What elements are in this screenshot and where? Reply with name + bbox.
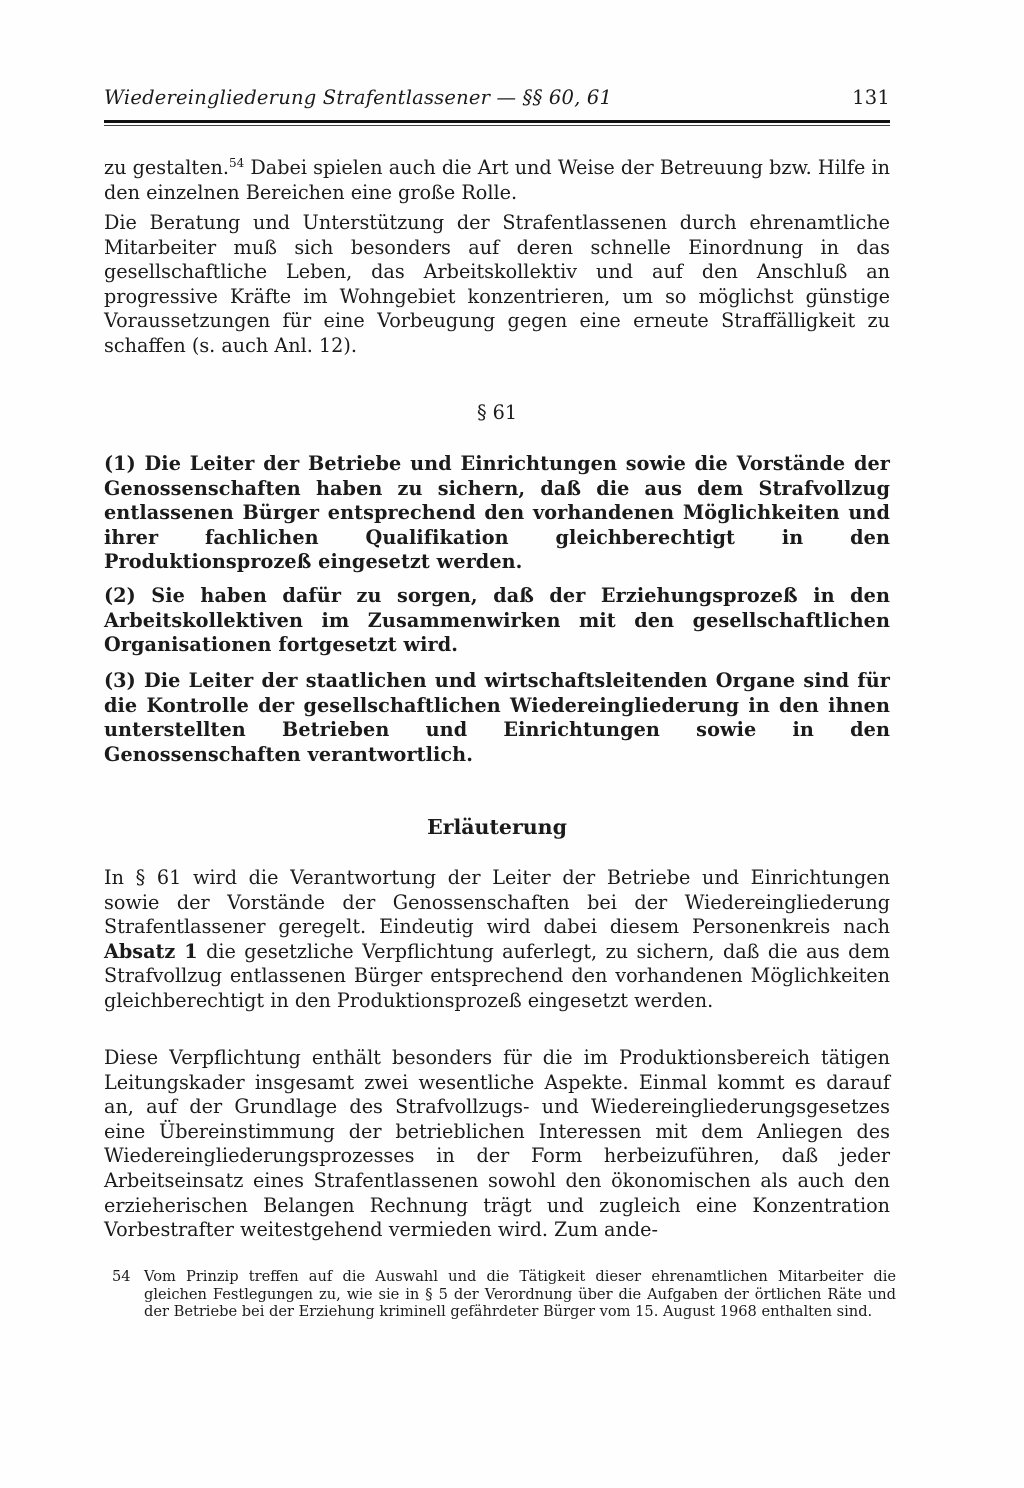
explanation-text-start: In § 61 wird die Verantwortung der Leiter der Betriebe und Einrichtungen sowie der Vorstände der Genossenschaften bei der Wiedereingliederung Strafentlassener geregelt. Eindeutig wird dabei diesem Personenkreis nach: [104, 866, 890, 939]
intro-text-continued: Dabei spielen auch die Art und Weise der Betreuung bzw. Hilfe in den einzelnen Bereichen eine große Rolle.: [104, 156, 890, 204]
footnote-number: 54: [112, 1268, 131, 1285]
header-rule-thin: [104, 125, 890, 126]
page-number: 131: [852, 86, 890, 109]
running-header: [104, 86, 890, 116]
footnote-text: Vom Prinzip treffen auf die Auswahl und die Tätigkeit dieser ehrenamtlichen Mitarbeiter die gleichen Festlegungen zu, wie sie in § 5 der Verordnung über die Aufgaben der örtlichen Räte und der Betriebe bei der Erziehung kriminell gefährdeter Bürger vom 15. August 1968 enthalten sind.: [144, 1268, 896, 1321]
footnote: [112, 1268, 896, 1321]
running-title: Wiedereingliederung Strafentlassener — §§ 60, 61: [104, 86, 613, 109]
intro-paragraph-1: [104, 156, 890, 205]
explanation-paragraph-2: Diese Verpflichtung enthält besonders für die im Produktionsbereich tätigen Leitungskader insgesamt zwei wesentliche Aspekte. Einmal kommt es darauf an, auf der Grundlage des Strafvollzugs- und Wiedereingliederungsgesetzes eine Übereinstimmung der betrieblichen Interessen mit dem Anliegen des Wiedereingliederungsprozesses in der Form herbeizuführen, daß jeder Arbeitseinsatz eines Strafentlassenen sowohl den ökonomischen als auch den erzieherischen Belangen Rechnung trägt und zugleich eine Konzentration Vorbestrafter weitestgehend vermieden wird. Zum ande-: [104, 1046, 890, 1242]
section-title: § 61: [476, 401, 518, 424]
emphasis-absatz: Absatz 1: [104, 939, 198, 963]
section-paragraph-3: (3) Die Leiter der staatlichen und wirtschaftsleitenden Organe sind für die Kontrolle der gesellschaftlichen Wiedereingliederung in den ihnen unterstellten Betrieben und Einrichtungen sowie in den Genossenschaften verantwortlich.: [104, 669, 890, 766]
section-paragraph-2: (2) Sie haben dafür zu sorgen, daß der Erziehungsprozeß in den Arbeitskollektiven im Zusammenwirken mit den gesellschaftlichen Organisationen fortgesetzt wird.: [104, 584, 890, 657]
intro-text-start: zu gestalten.: [104, 156, 229, 179]
explanation-heading: Erläuterung: [427, 815, 567, 839]
explanation-text-continued: die gesetzliche Verpflichtung auferlegt, zu sichern, daß die aus dem Strafvollzug entlassenen Bürger entsprechend den vorhandenen Möglichkeiten gleichberechtigt in den Produktionsprozeß eingesetzt werden.: [104, 939, 890, 1012]
section-paragraph-1: (1) Die Leiter der Betriebe und Einrichtungen sowie die Vorstände der Genossenschaften haben zu sichern, daß die aus dem Strafvollzug entlassenen Bürger entsprechend den vorhandenen Möglichkeiten und ihrer fachlichen Qualifikation gleichberechtigt in den Produktionsprozeß eingesetzt werden.: [104, 452, 890, 574]
explanation-paragraph-1: [104, 866, 890, 1014]
intro-paragraph-2: Die Beratung und Unterstützung der Strafentlassenen durch ehrenamtliche Mitarbeiter muß sich besonders auf deren schnelle Einordnung in das gesellschaftliche Leben, das Arbeitskollektiv und auf den Anschluß an progressive Kräfte im Wohngebiet konzentrieren, um so möglichst günstige Voraussetzungen für eine Vorbeugung gegen eine erneute Straffälligkeit zu schaffen (s. auch Anl. 12).: [104, 211, 890, 357]
footnote-reference: 54: [228, 156, 245, 170]
header-rule: [104, 120, 890, 123]
